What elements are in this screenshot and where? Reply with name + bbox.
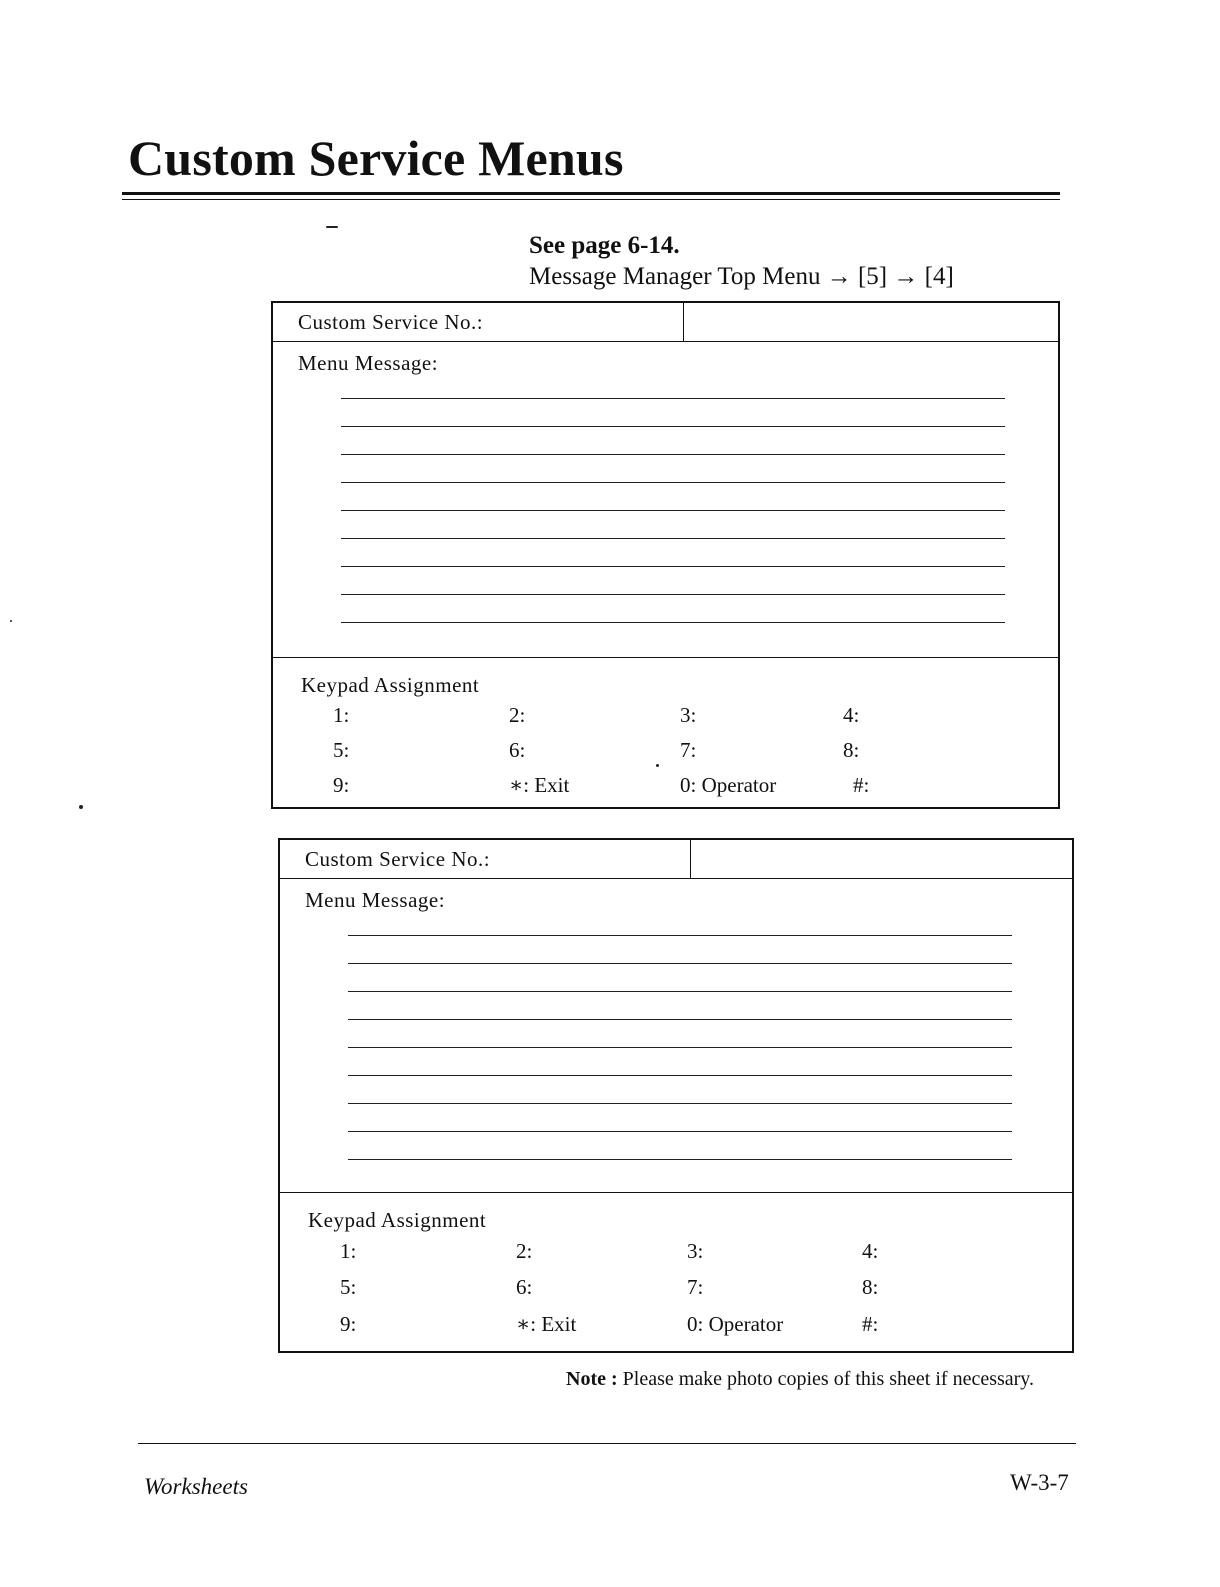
- key-star-exit: ∗: Exit: [509, 773, 570, 797]
- service-number-row: [280, 840, 1072, 879]
- key-4: 4:: [843, 703, 860, 727]
- key-hash: #:: [853, 773, 870, 797]
- service-number-row: [273, 303, 1058, 342]
- key-0-operator: 0: Operator: [680, 773, 777, 797]
- title-rule-thin: [122, 199, 1060, 200]
- key-6: 6:: [509, 738, 526, 762]
- key-9: 9:: [333, 773, 350, 797]
- write-line: [348, 1047, 1012, 1048]
- key-3: 3:: [680, 703, 697, 727]
- key-7: 7:: [687, 1275, 704, 1299]
- write-line: [348, 963, 1012, 964]
- key-3: 3:: [687, 1239, 704, 1263]
- key-4: 4:: [862, 1239, 879, 1263]
- write-line: [341, 426, 1005, 427]
- write-line: [341, 454, 1005, 455]
- write-line: [341, 594, 1005, 595]
- key-1: 1:: [340, 1239, 357, 1263]
- keypad-label: Keypad Assignment: [301, 673, 480, 697]
- footer-rule: [138, 1443, 1076, 1444]
- header-divider: [683, 303, 684, 341]
- write-line: [348, 1103, 1012, 1104]
- key-5: 5:: [333, 738, 350, 762]
- keypad-assignment: [280, 1194, 1072, 1351]
- key-star-exit: ∗: Exit: [516, 1312, 577, 1336]
- menu-path: Message Manager Top Menu → [5] → [4]: [529, 263, 954, 290]
- page-title: Custom Service Menus: [128, 130, 624, 186]
- write-line: [348, 1019, 1012, 1020]
- service-number-label: Custom Service No.:: [305, 847, 491, 871]
- worksheet-1: [271, 301, 1060, 809]
- key-7: 7:: [680, 738, 697, 762]
- worksheet-2: [278, 838, 1074, 1353]
- note-label: Note :: [566, 1368, 618, 1390]
- write-line: [348, 1131, 1012, 1132]
- key-5: 5:: [340, 1275, 357, 1299]
- service-number-label: Custom Service No.:: [298, 310, 484, 334]
- scan-speck: [79, 805, 83, 809]
- menu-message-area[interactable]: [273, 343, 1058, 658]
- write-line: [341, 538, 1005, 539]
- menu-message-label: Menu Message:: [298, 351, 439, 375]
- write-line: [348, 1159, 1012, 1160]
- note: [566, 1368, 1034, 1391]
- page-reference: See page 6-14.: [529, 232, 680, 259]
- write-line: [348, 935, 1012, 936]
- write-line: [341, 398, 1005, 399]
- scan-speck: [656, 764, 659, 767]
- keypad-assignment: [273, 659, 1058, 807]
- write-line: [348, 991, 1012, 992]
- title-rule: [122, 192, 1060, 195]
- key-0-operator: 0: Operator: [687, 1312, 784, 1336]
- footer-page-number: W-3-7: [1010, 1470, 1069, 1495]
- key-hash: #:: [862, 1312, 879, 1336]
- key-8: 8:: [862, 1275, 879, 1299]
- header-divider: [690, 840, 691, 878]
- write-line: [341, 622, 1005, 623]
- note-text: Please make photo copies of this sheet if necessary.: [622, 1368, 1034, 1390]
- key-2: 2:: [516, 1239, 533, 1263]
- write-line: [341, 566, 1005, 567]
- key-2: 2:: [509, 703, 526, 727]
- scan-speck: [10, 620, 12, 622]
- key-8: 8:: [843, 738, 860, 762]
- key-6: 6:: [516, 1275, 533, 1299]
- key-1: 1:: [333, 703, 350, 727]
- menu-message-label: Menu Message:: [305, 888, 446, 912]
- keypad-label: Keypad Assignment: [308, 1208, 487, 1232]
- write-line: [348, 1075, 1012, 1076]
- menu-message-area[interactable]: [280, 880, 1072, 1193]
- footer-section-name: Worksheets: [144, 1474, 248, 1499]
- write-line: [341, 510, 1005, 511]
- key-9: 9:: [340, 1312, 357, 1336]
- write-line: [341, 482, 1005, 483]
- scan-speck: [326, 226, 338, 228]
